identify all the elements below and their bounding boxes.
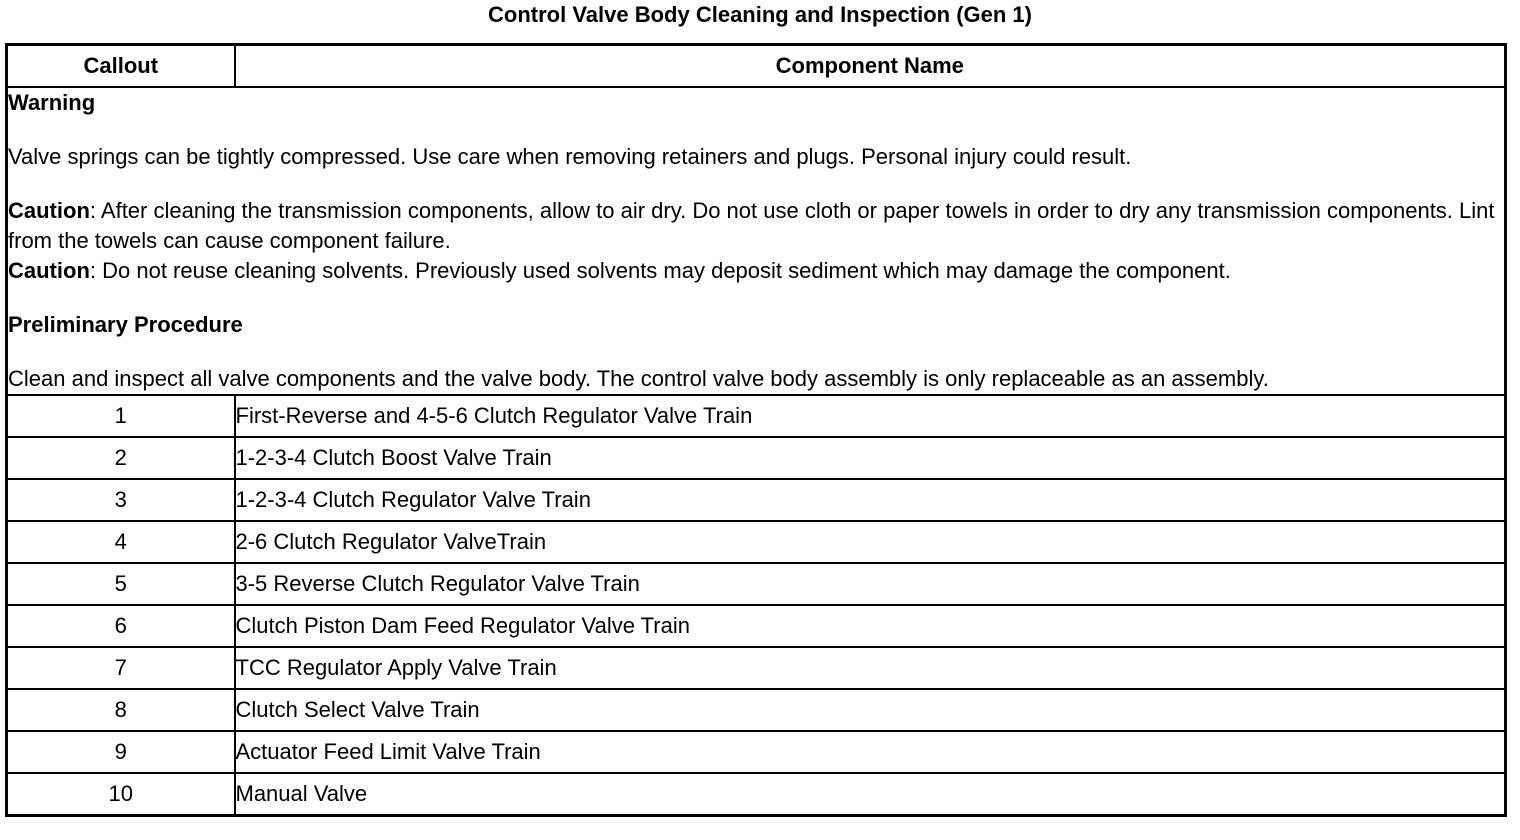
caution-label: Caution — [8, 258, 90, 283]
component-name-cell: Manual Valve — [235, 773, 1506, 816]
table-row — [7, 563, 1506, 605]
table-row — [7, 731, 1506, 773]
table-header-row — [7, 45, 1506, 88]
component-name-cell: Clutch Select Valve Train — [235, 689, 1506, 731]
callout-cell: 6 — [7, 605, 235, 647]
page-title: Control Valve Body Cleaning and Inspection (Gen 1) — [488, 2, 1032, 27]
caution-2-text: : Do not reuse cleaning solvents. Previously used solvents may deposit sediment which may damage the component. — [89, 258, 1231, 283]
callout-column-header: Callout — [7, 45, 235, 88]
callout-cell: 1 — [7, 395, 235, 437]
component-name-cell: 1-2-3-4 Clutch Regulator Valve Train — [235, 479, 1506, 521]
table-row — [7, 689, 1506, 731]
caution-1 — [8, 196, 1504, 256]
warning-text: Valve springs can be tightly compressed. Use care when removing retainers and plugs. Personal injury could result. — [8, 144, 1132, 169]
table-row — [7, 521, 1506, 563]
callout-cell: 7 — [7, 647, 235, 689]
table-row — [7, 647, 1506, 689]
table-row — [7, 395, 1506, 437]
component-name-column-header: Component Name — [235, 45, 1506, 88]
procedure-heading: Preliminary Procedure — [8, 312, 243, 337]
procedure-text: Clean and inspect all valve components and the valve body. The control valve body assembly is only replaceable as an assembly. — [8, 366, 1269, 391]
component-name-cell: Clutch Piston Dam Feed Regulator Valve Train — [235, 605, 1506, 647]
caution-2 — [8, 256, 1504, 286]
table-row — [7, 605, 1506, 647]
notes-cell — [7, 87, 1506, 395]
caution-1-text: : After cleaning the transmission components, allow to air dry. Do not use cloth or paper towels in order to dry any transmission components. Lint from the towels can cause component failure. — [8, 198, 1495, 253]
table-row — [7, 479, 1506, 521]
component-name-cell: First-Reverse and 4-5-6 Clutch Regulator Valve Train — [235, 395, 1506, 437]
callout-cell: 3 — [7, 479, 235, 521]
callout-cell: 2 — [7, 437, 235, 479]
caution-label: Caution — [8, 198, 90, 223]
callout-cell: 5 — [7, 563, 235, 605]
component-name-cell: 2-6 Clutch Regulator ValveTrain — [235, 521, 1506, 563]
component-name-cell: 3-5 Reverse Clutch Regulator Valve Train — [235, 563, 1506, 605]
callout-cell: 8 — [7, 689, 235, 731]
component-name-cell: 1-2-3-4 Clutch Boost Valve Train — [235, 437, 1506, 479]
notes-row — [7, 87, 1506, 395]
table-row — [7, 773, 1506, 816]
callout-cell: 10 — [7, 773, 235, 816]
component-name-cell: Actuator Feed Limit Valve Train — [235, 731, 1506, 773]
component-name-cell: TCC Regulator Apply Valve Train — [235, 647, 1506, 689]
callout-cell: 4 — [7, 521, 235, 563]
table-row — [7, 437, 1506, 479]
callout-cell: 9 — [7, 731, 235, 773]
component-table — [5, 43, 1507, 817]
warning-heading: Warning — [8, 90, 96, 115]
